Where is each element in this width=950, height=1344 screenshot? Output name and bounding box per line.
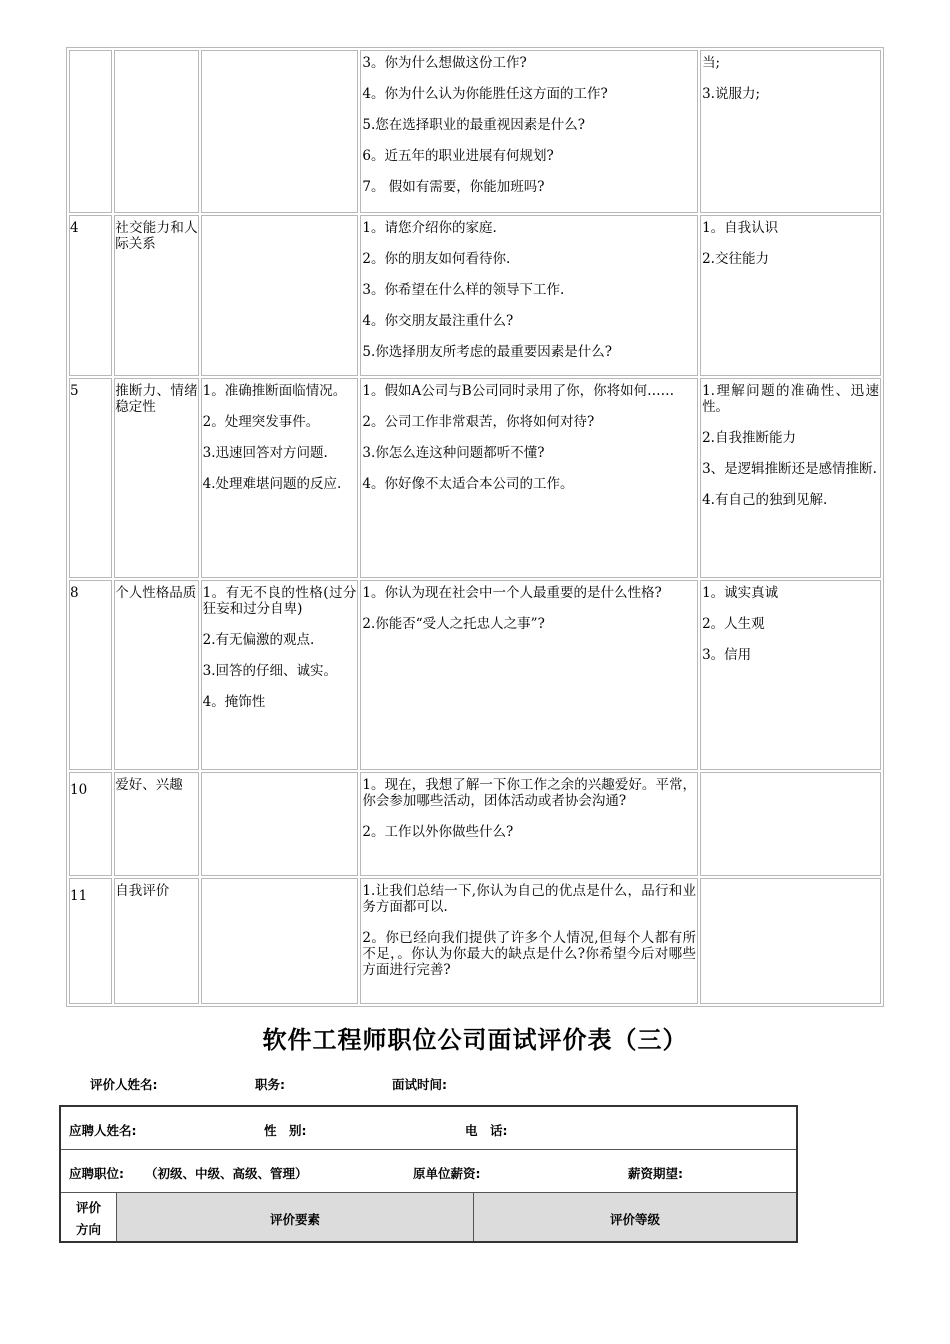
questions-cell — [360, 50, 698, 213]
questions-cell — [360, 772, 698, 876]
table-row — [69, 878, 881, 1004]
questions-cell — [360, 878, 698, 1004]
header-elements — [117, 1193, 474, 1241]
focus-item: 2。人生观 — [702, 616, 765, 632]
table-row — [69, 580, 881, 770]
category-cell — [114, 580, 198, 770]
focus-cell — [700, 772, 881, 876]
category-cell — [114, 878, 198, 1004]
row-number — [69, 50, 112, 213]
criteria-cell — [201, 215, 359, 376]
questions-item: 3。你希望在什么样的领导下工作. — [362, 282, 565, 298]
category-cell — [114, 215, 198, 376]
interview-questions-table — [66, 47, 884, 1007]
row-number — [69, 378, 112, 578]
header-direction — [61, 1193, 117, 1241]
questions-item: 1。请您介绍你的家庭. — [362, 220, 497, 236]
questions-cell — [360, 215, 698, 376]
row-number-text: 10 — [70, 782, 88, 798]
questions-item: 2.你能否“受人之托忠人之事”? — [362, 616, 545, 632]
questions-item: 1。现在，我想了解一下你工作之余的兴趣爱好。平常，你会参加哪些活动，团体活动或者协会沟通? — [362, 777, 697, 809]
questions-cell — [360, 580, 698, 770]
table-row — [69, 215, 881, 376]
criteria-item: 3.回答的仔细、诚实。 — [202, 663, 337, 679]
criteria-cell — [201, 50, 359, 213]
criteria-cell — [201, 378, 359, 578]
category-text: 爱好、兴趣 — [115, 777, 183, 793]
gender-label: 性 别: — [264, 1123, 307, 1138]
previous-salary-label: 原单位薪资: — [413, 1166, 481, 1181]
evaluator-position-label: 职务: — [255, 1077, 285, 1092]
focus-item: 4.有自己的独到见解. — [702, 492, 828, 508]
criteria-item: 3.迅速回答对方问题. — [202, 445, 328, 461]
criteria-cell — [201, 580, 359, 770]
focus-cell — [700, 878, 881, 1004]
focus-item: 3。信用 — [702, 647, 752, 663]
category-text: 推断力、情绪稳定性 — [115, 383, 198, 415]
category-cell — [114, 378, 198, 578]
row-number — [69, 772, 112, 876]
table-row — [69, 50, 881, 213]
position-levels-text: （初级、中级、高级、管理） — [145, 1166, 308, 1181]
criteria-item: 1。准确推断面临情况。 — [202, 383, 347, 399]
focus-item: 3.说服力; — [702, 86, 760, 102]
questions-item: 3。你为什么想做这份工作? — [362, 55, 527, 71]
questions-item: 1。假如A公司与B公司同时录用了你，你将如何…… — [362, 383, 675, 399]
header-grade-text: 评价等级 — [609, 1212, 660, 1227]
row-number — [69, 878, 112, 1004]
row-number — [69, 580, 112, 770]
category-text: 自我评价 — [115, 883, 170, 899]
questions-item: 1.让我们总结一下,你认为自己的优点是什么，品行和业务方面都可以. — [362, 883, 697, 915]
questions-item: 2。你已经向我们提供了许多个人情况,但每个人都有所不足，。你认为你最大的缺点是什么?你希望今后对哪些方面进行完善? — [362, 930, 697, 978]
header-elements-text: 评价要素 — [269, 1212, 320, 1227]
questions-item: 4。你交朋友最注重什么? — [362, 313, 514, 329]
applicant-name-label: 应聘人姓名: — [69, 1123, 137, 1138]
focus-item: 2.自我推断能力 — [702, 430, 796, 446]
questions-item: 1。你认为现在社会中一个人最重要的是什么性格? — [362, 585, 662, 601]
criteria-item: 2.有无偏激的观点. — [202, 632, 315, 648]
form-header-row — [61, 1193, 796, 1241]
questions-item: 5.你选择朋友所考虑的最重要因素是什么? — [362, 344, 613, 360]
questions-item: 2。工作以外你做些什么? — [362, 824, 514, 840]
questions-item: 6。近五年的职业进展有何规划? — [362, 148, 554, 164]
row-number-text: 8 — [70, 585, 79, 601]
category-text: 个人性格品质 — [115, 585, 197, 601]
expected-salary-label: 薪资期望: — [628, 1166, 683, 1181]
row-number-text: 4 — [70, 220, 79, 236]
questions-item: 5.您在选择职业的最重视因素是什么? — [362, 117, 586, 133]
row-number — [69, 215, 112, 376]
criteria-item: 4.处理难堪问题的反应. — [202, 476, 342, 492]
applied-position-label: 应聘职位: — [69, 1166, 124, 1181]
criteria-cell — [201, 772, 359, 876]
focus-item: 1。诚实真诚 — [702, 585, 779, 601]
questions-item: 2。你的朋友如何看待你. — [362, 251, 511, 267]
questions-cell — [360, 378, 698, 578]
focus-cell — [700, 580, 881, 770]
header-grade — [474, 1193, 796, 1241]
phone-label: 电 话: — [465, 1123, 508, 1138]
questions-item: 4。你好像不太适合本公司的工作。 — [362, 476, 574, 492]
table-row — [69, 378, 881, 578]
interview-time-label: 面试时间: — [392, 1077, 447, 1092]
row-number-text: 11 — [70, 888, 88, 904]
category-text: 社交能力和人际关系 — [115, 220, 198, 252]
criteria-item: 2。处理突发事件。 — [202, 414, 320, 430]
criteria-cell — [201, 878, 359, 1004]
focus-item: 1.理解问题的准确性、迅速性。 — [702, 383, 879, 415]
questions-item: 7。 假如有需要，你能加班吗? — [362, 179, 545, 195]
page-title: 软件工程师职位公司面试评价表（三） — [262, 1026, 688, 1054]
focus-cell — [700, 378, 881, 578]
row-number-text: 5 — [70, 383, 79, 399]
focus-cell — [700, 50, 881, 213]
questions-item: 4。你为什么认为你能胜任这方面的工作? — [362, 86, 608, 102]
table-row — [69, 772, 881, 876]
focus-cell — [700, 215, 881, 376]
form-row-position — [61, 1150, 796, 1193]
focus-item: 当; — [702, 55, 721, 71]
focus-item: 2.交往能力 — [702, 251, 769, 267]
evaluation-form — [59, 1105, 798, 1243]
header-direction-text: 评价方向 — [75, 1200, 101, 1237]
form-row-applicant — [61, 1107, 796, 1150]
category-cell — [114, 50, 198, 213]
focus-item: 3、是逻辑推断还是感情推断. — [702, 461, 877, 477]
evaluator-name-label: 评价人姓名: — [90, 1077, 158, 1092]
criteria-item: 4。掩饰性 — [202, 694, 266, 710]
focus-item: 1。自我认识 — [702, 220, 779, 236]
criteria-item: 1。有无不良的性格(过分狂妄和过分自卑) — [202, 585, 357, 617]
category-cell — [114, 772, 198, 876]
questions-item: 2。公司工作非常艰苦，你将如何对待? — [362, 414, 595, 430]
questions-item: 3.你怎么连这种问题都听不懂? — [362, 445, 545, 461]
